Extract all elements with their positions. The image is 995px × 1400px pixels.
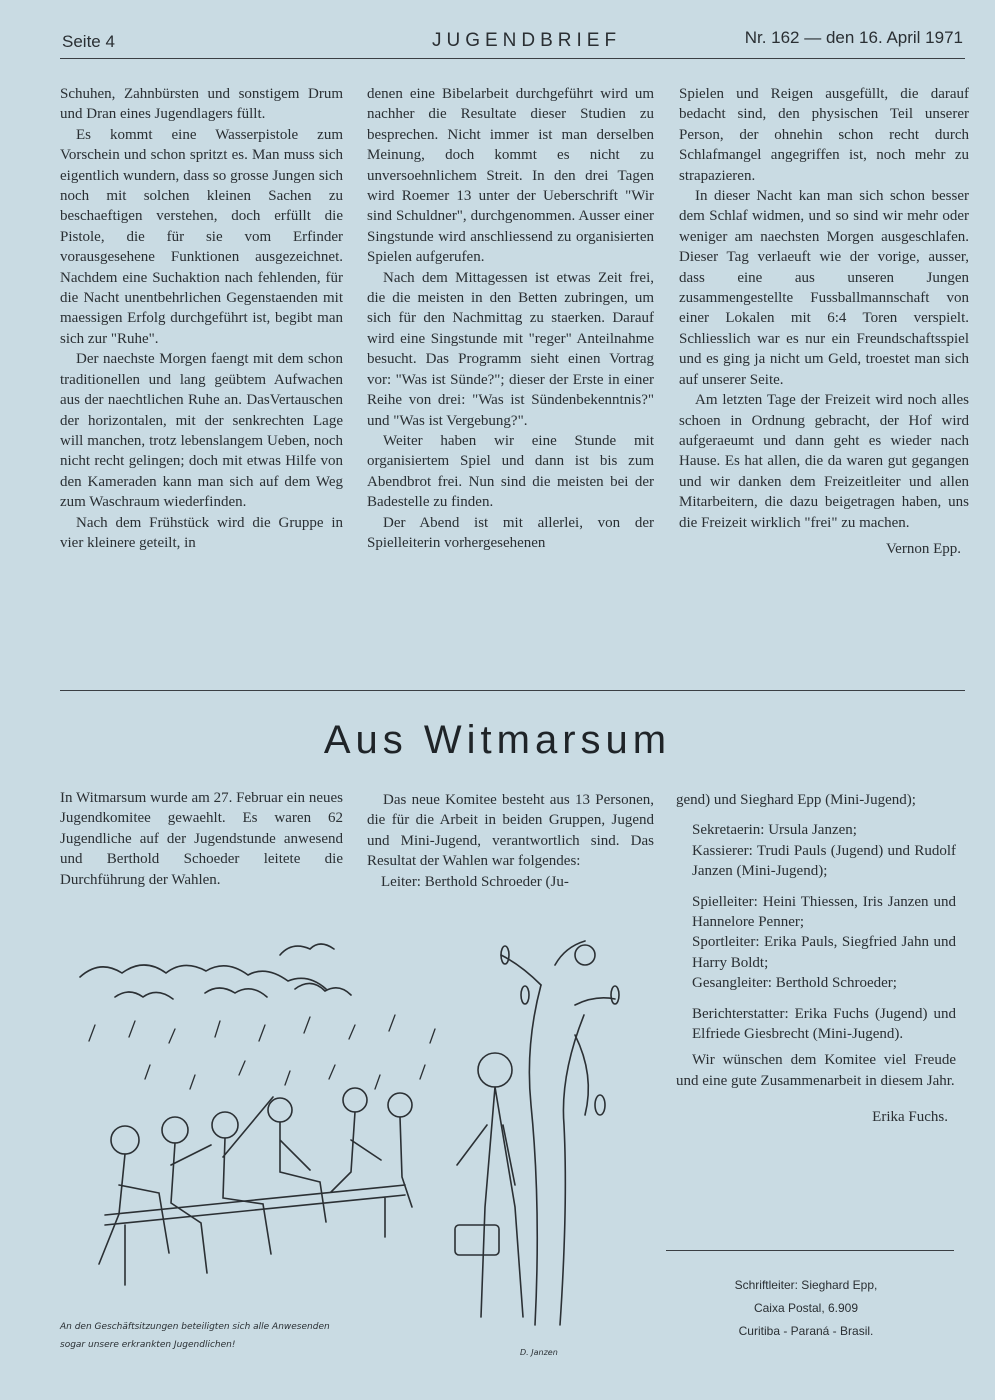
paragraph: Wir wünschen dem Komitee viel Freude und eine gute Zusammenarbeit in diesem Jahr. [676, 1052, 956, 1089]
paragraph: Weiter haben wir eine Stunde mit organisiertem Spiel und dann ist bis zum Abendbrot frei. Nun sind die meisten bei der Badestelle zu finden. [367, 432, 654, 511]
paragraph: Spielen und Reigen ausgefüllt, die darauf bedacht sind, den physischen Teil unserer Person, der ohnehin schon recht durch Schlafmangel angegriffen ist, noch mehr zu strapazieren. [679, 86, 969, 184]
caption-line: sogar unsere erkrankten Jugendlichen! [60, 1340, 236, 1350]
editor-address: Caixa Postal, 6.909 [753, 1301, 859, 1315]
section-title: Aus Witmarsum [323, 718, 672, 762]
witmarsum-column-3 [676, 790, 956, 1128]
editor-city: Curitiba - Paraná - Brasil. [738, 1324, 874, 1338]
witmarsum-column-2 [367, 790, 654, 892]
page-number: Seite 4 [62, 32, 115, 51]
leader-line: Leiter: Berthold Schroeder (Ju- [381, 873, 569, 890]
publication-title: JUGENDBRIEF [432, 30, 622, 51]
author-signature: Erika Fuchs. [872, 1109, 948, 1126]
committee-member: Sekretaerin: Ursula Janzen; [692, 822, 857, 839]
editor-divider [666, 1250, 954, 1251]
paragraph: Nach dem Mittagessen ist etwas Zeit frei, die die meisten in den Betten zubringen, um sich für den Nachmittag zu staerken. Darauf wird eine Singstunde mit "reger" Anteilnahme besucht. Das Programm sieht einen Vortrag vor: "Was ist Sünde?"; dieser der Erste in einer Reihe von drei: "Was ist Sündenbekenntnis?" und "Was ist Vergebung?". [367, 269, 654, 429]
committee-member: Kassierer: Trudi Pauls (Jugend) und Rudolf Janzen (Mini-Jugend); [692, 842, 956, 880]
witmarsum-column-1 [60, 788, 343, 890]
paragraph: denen eine Bibelarbeit durchgeführt wird um nachher die Resultate dieser Studien zu besprechen. Nicht immer ist man derselben Meinung, doch kommt es nicht zu unversoehnlichem Streit. In den drei Tagen wird Roemer 13 unter der Ueberschrift "Wir sind Schuldner", durchgenommen. Ausser einer Singstunde wird anschliessend zu organisierten Spielen aufgerufen. [367, 86, 654, 266]
paragraph: Schuhen, Zahnbürsten und sonstigem Drum und Dran eines Jugendlagers füllt. [60, 86, 343, 123]
committee-member: Spielleiter: Heini Thiessen, Iris Janzen und Hannelore Penner; [692, 893, 956, 931]
standing-man-sketch [455, 1053, 523, 1317]
artist-signature: D. Janzen [520, 1348, 558, 1357]
paragraph: In Witmarsum wurde am 27. Februar ein neues Jugendkomitee gewaehlt. Es waren 62 Jugendliche auf der Jugendstunde anwesend und Berthold Schoeder leitete die Durchführung der Wahlen. [60, 790, 343, 888]
cartoon-caption [60, 1318, 380, 1354]
section-divider [60, 690, 965, 691]
editor-info [706, 1274, 906, 1343]
caption-line: An den Geschäftsitzungen beteiligten sich alle Anwesenden [60, 1322, 330, 1332]
article-column-2 [367, 84, 654, 553]
paragraph: Der naechste Morgen faengt mit dem schon traditionellen und lang geübtem Aufwachen aus der naechtlichen Ruhe an. DasVertauschen der horizontalen, mit der senkrechten Lage will manchen, trotz lebenslangem Ueben, noch nicht recht gelingen; doch mit etwas Hilfe von den Kameraden kann man sich auf dem Weg zum Waschraum wiederfinden. [60, 351, 343, 511]
paragraph: Das neue Komitee besteht aus 13 Personen, die für die Arbeit in beiden Gruppen, Jugend und Mini-Jugend, verantwortlich sind. Das Resultat der Wahlen war folgendes: [367, 792, 654, 870]
paragraph: Der Abend ist mit allerlei, von der Spielleiterin vorhergesehenen [367, 514, 654, 551]
article-column-1 [60, 84, 343, 553]
author-signature: Vernon Epp. [886, 540, 961, 557]
committee-member: Berichterstatter: Erika Fuchs (Jugend) und Elfriede Giesbrecht (Mini-Jugend). [692, 1005, 956, 1043]
bench-sketch [105, 1185, 405, 1285]
committee-member: Gesangleiter: Berthold Schroeder; [692, 975, 897, 992]
paragraph: Nach dem Frühstück wird die Gruppe in vier kleinere geteilt, in [60, 514, 343, 551]
paragraph: Es kommt eine Wasserpistole zum Vorschein und schon spritzt es. Man muss sich eigentlich wundern, dass so grosse Jungen sich noch mit solchen kleinen Sachen zu beschaeftigen verstehen, doch erfüllt die Pistole, die für sie vom Erfinder vorausgesehene Funktionen ausgezeichnet. Nachdem eine Suchaktion nach fehlenden, für die Nacht unentbehrlichen Gegenstaenden mit maessigen Erfolg durchgeführt ist, begibt man sich zur "Ruhe". [60, 126, 343, 347]
page-header [60, 24, 965, 59]
committee-member: Sportleiter: Erika Pauls, Siegfried Jahn und Harry Boldt; [692, 934, 956, 971]
issue-date: Nr. 162 — den 16. April 1971 [744, 28, 963, 47]
seated-figures [99, 1088, 412, 1273]
paragraph: gend) und Sieghard Epp (Mini-Jugend); [676, 792, 916, 808]
article-column-3 [679, 84, 969, 559]
editor-name: Schriftleiter: Sieghard Epp, [734, 1278, 878, 1292]
cloud-sketch [80, 944, 351, 999]
cartoon-illustration [55, 925, 665, 1355]
paragraph: Am letzten Tage der Freizeit wird noch alles schoen in Ordnung gebracht, der Hof wird aufgeraeumt und dann geht es wieder nach Hause. Es hat allen, die da waren gut gegangen und wir danken dem Freizeitleiter und allen Mitarbeitern, die dazu beigetragen haben, uns die Freizeit wirklich "frei" zu machen. [679, 392, 969, 531]
paragraph: In dieser Nacht kan man sich schon besser dem Schlaf widmen, und so sind wir mehr oder weniger am naechsten Morgen ausgeschlafen. Dieser Tag verlaeuft wie der vorige, ausser, dass eine aus unseren Jungen zusammengestellte Fussballmannschaft von einer Lokalen mit 6:4 Toren verspielt. Schliesslich war es nur ein Freundschaftsspiel und es ging ja nicht um Geld, troestet man sich auf unserer Seite. [679, 188, 969, 388]
rain-strokes [89, 1015, 435, 1089]
